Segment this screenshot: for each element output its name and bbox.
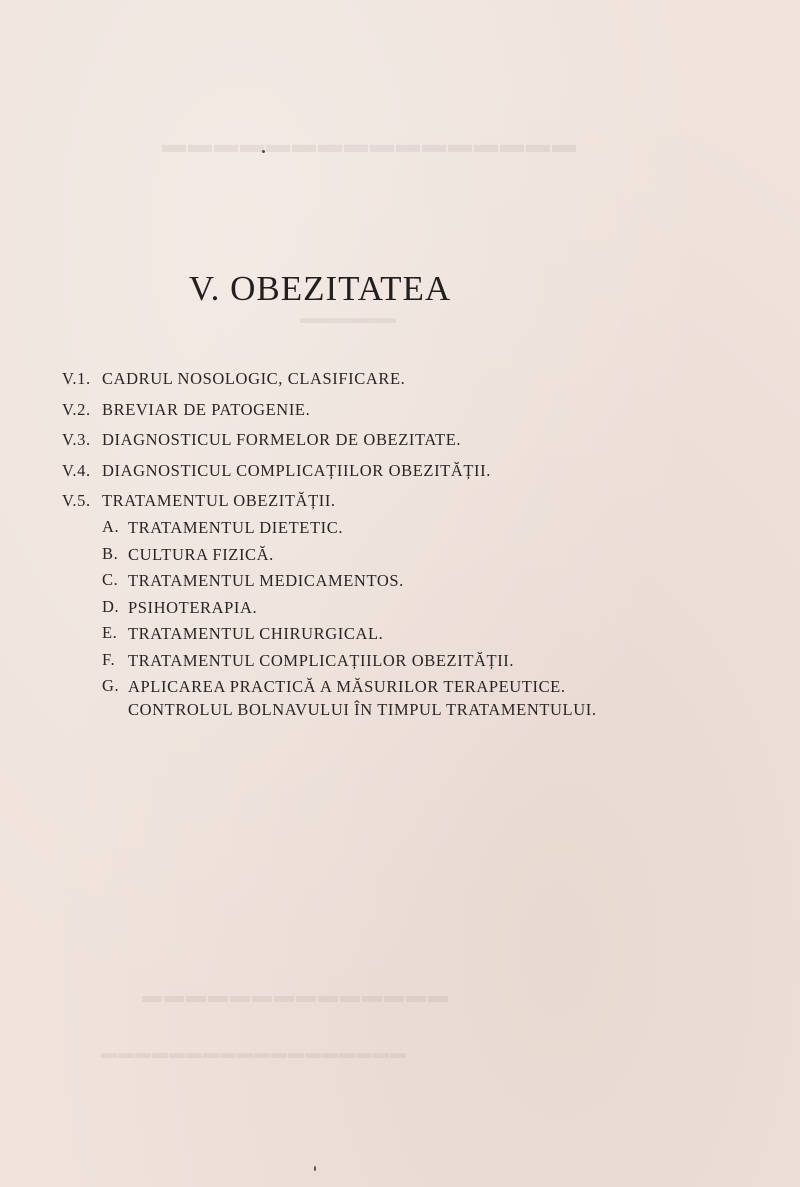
subitem-letter: A.: [102, 517, 120, 536]
toc-number: V.2.: [62, 399, 91, 419]
bleed-through-heading: ▬▬▬▬▬▬▬▬▬▬▬▬▬▬▬▬: [160, 132, 576, 158]
toc-number: V.3.: [62, 430, 91, 449]
chapter-title: V. OBEZITATEA: [188, 269, 452, 309]
toc-subitem: [102, 541, 762, 568]
toc-subitem: [102, 647, 762, 674]
subitem-letter: B.: [102, 543, 119, 563]
toc-subitem: [102, 567, 762, 594]
bleed-through-text: ▬▬▬▬▬▬: [300, 310, 396, 327]
subitem-letter: D.: [102, 596, 120, 616]
bleed-through-heading-2: ▬▬▬▬▬▬▬▬▬▬▬▬▬▬: [140, 985, 448, 1007]
toc-subitem: [102, 514, 762, 541]
toc-item: [62, 425, 762, 456]
subitem-label: TRATAMENTUL CHIRURGICAL.: [128, 624, 384, 643]
ink-speck: [262, 150, 265, 153]
subitem-letter: C.: [102, 570, 119, 589]
toc-number: V.1.: [62, 369, 91, 388]
toc-item: [62, 395, 762, 426]
toc-item: [62, 364, 762, 395]
bleed-through-text-2: ▬▬▬▬▬▬▬▬▬▬▬▬▬▬▬▬▬▬: [100, 1045, 406, 1062]
subitem-label: PSIHOTERAPIA.: [128, 597, 258, 617]
subitem-letter: F.: [102, 649, 116, 669]
subitem-label: APLICAREA PRACTICĂ A MĂSURILOR TERAPEUTICE. CONTROLUL BOLNAVULUI ÎN TIMPUL TRATAMENTULUI.: [128, 677, 597, 719]
toc-subsection-list: [102, 514, 762, 721]
toc-label: CADRUL NOSOLOGIC, CLASIFICARE.: [102, 369, 406, 388]
toc-subitem: [102, 620, 762, 647]
toc-subitem: [102, 673, 762, 721]
subitem-letter: G.: [102, 676, 120, 695]
toc-item: [62, 456, 762, 487]
subitem-label: TRATAMENTUL COMPLICAȚIILOR OBEZITĂȚII.: [128, 650, 515, 670]
subitem-label: TRATAMENTUL DIETETIC.: [128, 518, 344, 537]
subitem-label: TRATAMENTUL MEDICAMENTOS.: [128, 571, 404, 590]
ink-speck: [314, 1166, 316, 1171]
toc-label: TRATAMENTUL OBEZITĂȚII.: [102, 491, 336, 510]
toc-number: V.5.: [62, 491, 91, 510]
toc-number: V.4.: [62, 460, 91, 480]
subitem-letter: E.: [102, 623, 118, 642]
toc-subitem: [102, 594, 762, 621]
table-of-contents: [62, 364, 762, 517]
toc-label: DIAGNOSTICUL FORMELOR DE OBEZITATE.: [102, 430, 462, 449]
toc-label: BREVIAR DE PATOGENIE.: [102, 399, 311, 419]
toc-item: [62, 486, 762, 517]
subitem-label: CULTURA FIZICĂ.: [128, 544, 274, 564]
toc-label: DIAGNOSTICUL COMPLICAȚIILOR OBEZITĂȚII.: [102, 460, 491, 480]
